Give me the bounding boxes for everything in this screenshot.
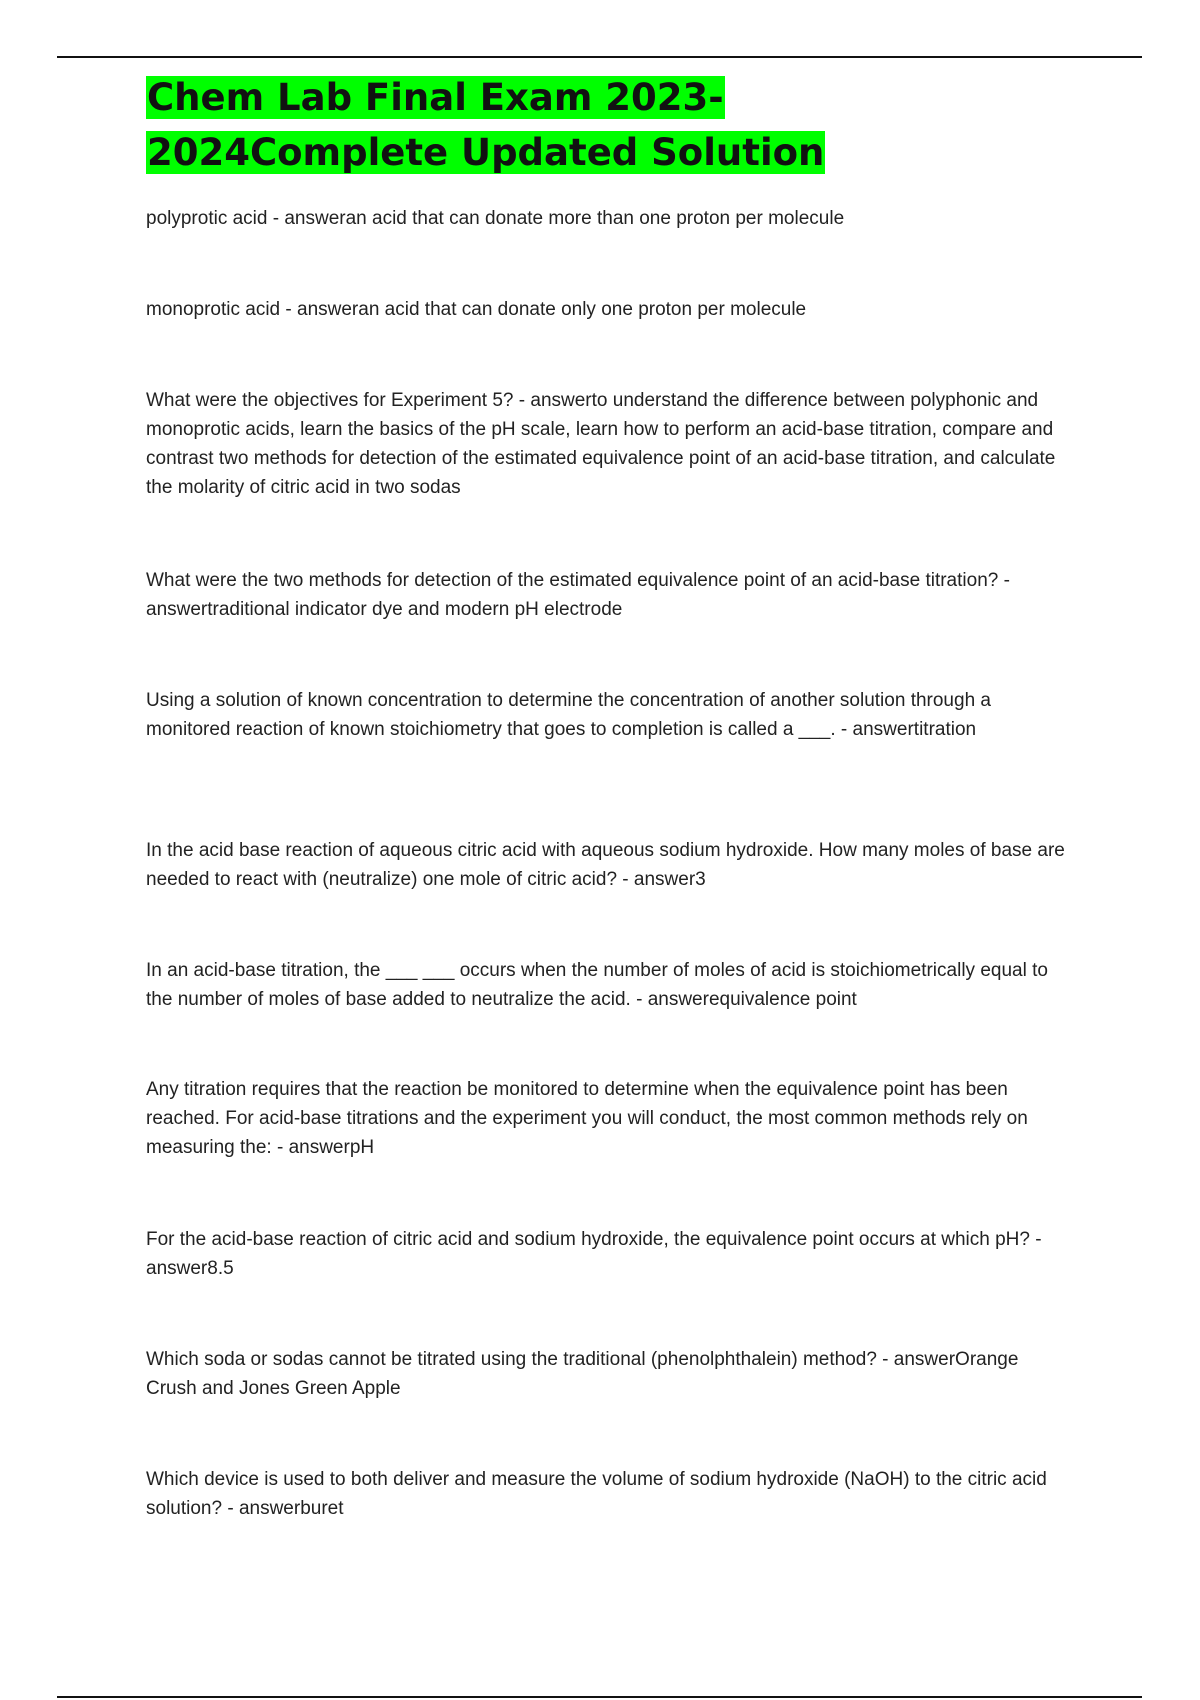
qa-item-moles-base: In the acid base reaction of aqueous citric acid with aqueous sodium hydroxide. How many moles of base are needed to react with (neutralize) one mole of citric acid? - answer3 <box>146 840 1065 890</box>
qa-item-buret: Which device is used to both deliver and measure the volume of sodium hydroxide (NaOH) to the citric acid solution? - answerburet <box>146 1469 1047 1519</box>
qa-item-monitoring: Any titration requires that the reaction be monitored to determine when the equivalence point has been reached. For acid-base titrations and the experiment you will conduct, the most common methods rely on measuring the: - answerpH <box>146 1079 1028 1158</box>
qa-item-monoprotic: monoprotic acid - answeran acid that can donate only one proton per molecule <box>146 299 807 320</box>
top-rule <box>57 56 1142 58</box>
qa-item-titration: Using a solution of known concentration to determine the concentration of another solution through a monitored reaction of known stoichiometry that goes to completion is called a ___. - answertitration <box>146 690 991 740</box>
qa-item-polyprotic: polyprotic acid - answeran acid that can donate more than one proton per molecule <box>146 208 845 229</box>
qa-item-sodas: Which soda or sodas cannot be titrated using the traditional (phenolphthalein) method? - answerOrange Crush and Jones Green Apple <box>146 1349 1019 1399</box>
title-block <box>146 70 946 180</box>
qa-item-equivalence-ph: For the acid-base reaction of citric acid and sodium hydroxide, the equivalence point occurs at which pH? - answer8.5 <box>146 1229 1042 1279</box>
bottom-rule <box>57 1696 1142 1698</box>
qa-item-objectives: What were the objectives for Experiment 5? - answerto understand the difference between polyphonic and monoprotic acids, learn the basics of the pH scale, learn how to perform an acid-base titration, compare and contrast two methods for detection of the estimated equivalence point of an acid-base titration, and calculate the molarity of citric acid in two sodas <box>146 390 1056 498</box>
document-title: Chem Lab Final Exam 2023-2024Complete Updated Solution <box>147 76 825 174</box>
qa-item-detection-methods: What were the two methods for detection of the estimated equivalence point of an acid-base titration? - answertraditional indicator dye and modern pH electrode <box>146 570 1010 620</box>
qa-item-equivalence-point: In an acid-base titration, the ___ ___ occurs when the number of moles of acid is stoichiometrically equal to the number of moles of base added to neutralize the acid. - answerequivalence point <box>146 960 1048 1010</box>
